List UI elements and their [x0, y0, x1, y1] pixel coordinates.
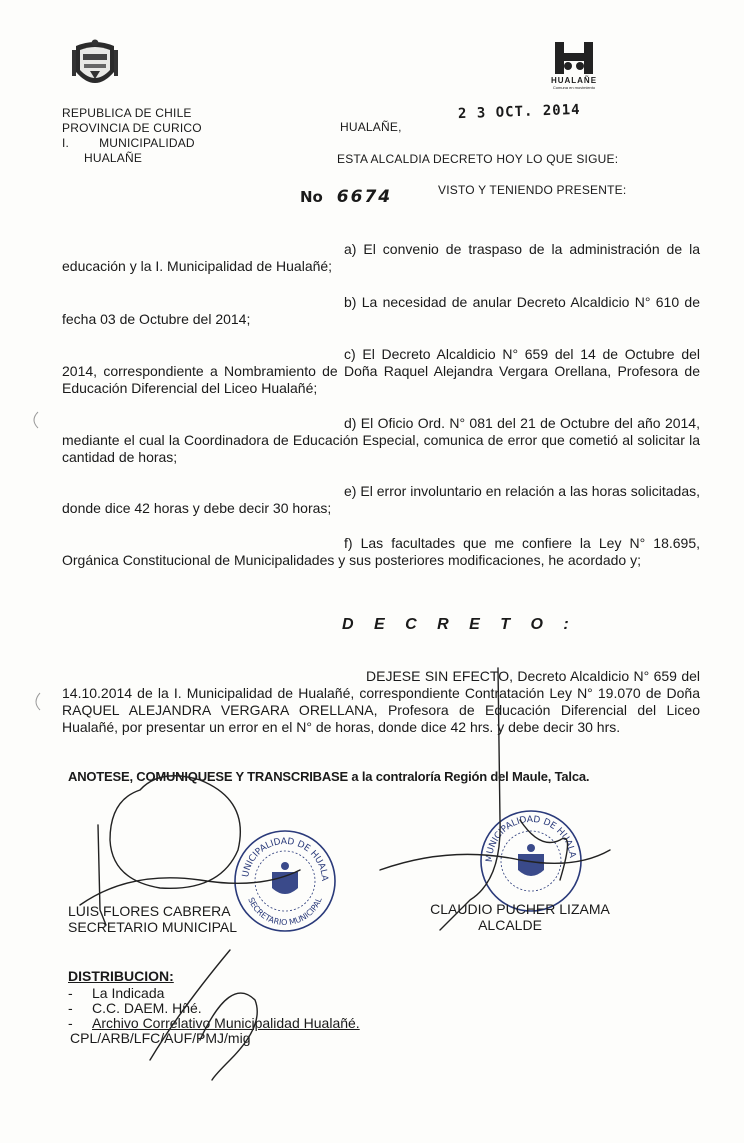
- city-line: HUALAÑE: [84, 151, 143, 165]
- secretary-signature-block: [68, 903, 237, 935]
- consideration-c-rest: del 2014, correspondiente a Nombramiento de Doña Raquel Alejandra Vergara Orellana, Profesora de Educación Diferencial del Liceo Hualañé;: [62, 346, 701, 396]
- consideration-f: [62, 535, 700, 569]
- consideration-d-rest: 2014, mediante el cual la Coordinadora de Educación Especial, comunica de error que cometió al solicitar la cantidad de horas;: [62, 415, 700, 465]
- visto-heading: VISTO Y TENIENDO PRESENTE:: [438, 183, 627, 197]
- consideration-b-first: b) La necesidad de anular Decreto Alcaldicio N°: [344, 294, 651, 310]
- mayor-seal: [476, 806, 586, 916]
- logo-right-subtitle: HUALAÑE: [550, 76, 598, 85]
- resolution-first: DEJESE SIN EFECTO, Decreto Alcaldicio N° 659: [366, 668, 677, 684]
- decree-number-prefix: No: [300, 188, 323, 206]
- municipality-prefix: I.: [62, 136, 70, 150]
- date-stamp: 2 3 OCT. 2014: [457, 101, 581, 123]
- consideration-d-first: d) El Oficio Ord. N° 081 del 21 de Octubre del año: [344, 415, 661, 431]
- municipality-line: [62, 136, 202, 151]
- mayor-name: CLAUDIO PUCHER LIZAMA: [430, 901, 610, 917]
- consideration-d: [62, 415, 700, 466]
- secretary-seal-top-text: UNICIPALIDAD DE HUALA: [241, 836, 330, 882]
- consideration-f-first: f) Las facultades que me confiere la Ley N°: [344, 535, 646, 551]
- consideration-a-rest: la educación y la I. Municipalidad de Hualañé;: [62, 241, 700, 274]
- municipal-coat-of-arms-logo: [70, 38, 120, 94]
- distribution-item: - Archivo Correlativo Municipalidad Hualañé.: [68, 1015, 360, 1031]
- consideration-b: [62, 294, 700, 328]
- mayor-title: ALCALDE: [478, 917, 542, 933]
- anotese-line: ANOTESE, COMUNIQUESE Y TRANSCRIBASE a la contraloría Región del Maule, Talca.: [68, 769, 590, 784]
- consideration-e-rest: solicitadas, donde dice 42 horas y debe decir 30 horas;: [62, 483, 700, 516]
- secretary-seal-bottom-text: SECRETARIO MUNICIPAL: [246, 896, 324, 928]
- decreto-title: D E C R E T O :: [342, 616, 577, 633]
- distribution-initials: CPL/ARB/LFC/AUF/PMJ/mig: [70, 1030, 251, 1046]
- distribution-block: [68, 969, 360, 1046]
- consideration-c: [62, 346, 700, 397]
- place-label: HUALAÑE,: [340, 120, 402, 134]
- consideration-f-rest: 18.695, Orgánica Constitucional de Municipalidades y sus posteriores modificaciones, he acordado y;: [62, 535, 700, 568]
- logo-right-tagline: Comuna en movimiento: [552, 85, 596, 90]
- consideration-b-rest: 610 de fecha 03 de Octubre del 2014;: [62, 294, 700, 327]
- republic-line: REPUBLICA DE CHILE: [62, 106, 192, 120]
- svg-text:I. MUNICIPALIDAD DE HUALAÑE: [476, 806, 577, 862]
- resolution-paragraph: [62, 668, 700, 736]
- resolution-rest: del 14.10.2014 de la I. Municipalidad de Hualañé, correspondiente Contratación Ley N° 19.070 de Doña RAQUEL ALEJANDRA VERGARA ORELLANA, Profesora de Educación Diferencial del Liceo Hualañé, por presentar un error en el N° de horas, donde dice 42 hrs. y debe decir 30 hrs.: [62, 668, 701, 735]
- secretary-seal: [230, 826, 340, 936]
- municipality-word: MUNICIPALIDAD: [99, 136, 195, 150]
- decree-number-stamp: [300, 187, 392, 207]
- consideration-a-first: a) El convenio de traspaso de la administración de: [344, 241, 683, 257]
- secretary-name: LUIS FLORES CABRERA: [68, 903, 231, 919]
- distribution-item: - La Indicada: [68, 985, 165, 1001]
- consideration-a: [62, 241, 700, 275]
- decree-intro: ESTA ALCALDIA DECRETO HOY LO QUE SIGUE:: [337, 152, 619, 166]
- secretary-title: SECRETARIO MUNICIPAL: [68, 919, 238, 935]
- province-line: PROVINCIA DE CURICO: [62, 121, 202, 135]
- consideration-e: [62, 483, 700, 517]
- mayor-seal-top-text: MUNICIPALIDAD DE HUALA: [484, 814, 577, 863]
- distribution-item: - C.C. DAEM. Hñé.: [68, 1000, 202, 1016]
- hualane-brand-logo: [548, 40, 600, 106]
- distribution-title: DISTRIBUCION:: [68, 968, 174, 984]
- consideration-e-first: e) El error involuntario en relación a las horas: [344, 483, 627, 499]
- issuer-header: [62, 106, 202, 166]
- mayor-signature-block: [422, 901, 618, 933]
- decree-number-value: 6674: [336, 187, 393, 207]
- consideration-c-first: c) El Decreto Alcaldicio N° 659 del 14 de Octubre: [344, 346, 675, 362]
